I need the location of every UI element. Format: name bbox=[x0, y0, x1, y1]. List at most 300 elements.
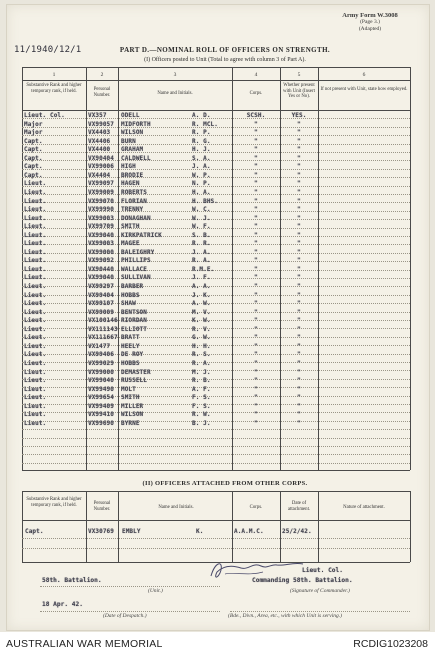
col-number-3: 3 bbox=[173, 72, 177, 78]
army-form-number: Army Form W.3008 bbox=[342, 12, 398, 19]
row-rank: Lieut. bbox=[24, 223, 47, 231]
row-initials: A. F. bbox=[192, 385, 211, 393]
date-line bbox=[40, 611, 220, 612]
row-initials: R. P. bbox=[192, 129, 211, 137]
row-corps: " bbox=[254, 154, 258, 162]
attached-header-corps: Corps. bbox=[249, 505, 263, 510]
row-name: DONAGHAN bbox=[121, 214, 151, 222]
row-rank: Lieut. bbox=[24, 265, 47, 273]
row-rank: Lieut. Col. bbox=[24, 112, 65, 119]
part-d-subtitle: (I) Officers posted to Unit (Total to agree with column 3 of Part A). bbox=[144, 57, 306, 63]
row-corps: " bbox=[254, 359, 258, 367]
row-present: " bbox=[297, 283, 301, 290]
row-name: RUSSELL bbox=[121, 377, 147, 385]
row-name: HIGH bbox=[121, 163, 136, 171]
row-name: ODELL bbox=[121, 112, 140, 119]
row-corps: " bbox=[254, 197, 258, 205]
row-name: SMITH bbox=[121, 394, 140, 402]
row-number: VX99709 bbox=[88, 223, 114, 231]
unit-name: 58th. Battalion. bbox=[42, 577, 102, 584]
row-present: " bbox=[297, 359, 301, 367]
row-present: " bbox=[297, 120, 301, 128]
row-corps: " bbox=[254, 265, 258, 273]
brigade-label: (Bde., Divn., Area, etc., with which Unit is serving.) bbox=[228, 613, 342, 619]
row-guide-line bbox=[22, 135, 410, 136]
row-initials: J. F. bbox=[192, 274, 211, 282]
row-initials: R.M.E. bbox=[192, 265, 215, 273]
row-initials: J. K. bbox=[192, 291, 211, 299]
row-number: VX111143 bbox=[88, 325, 118, 333]
row-corps: " bbox=[254, 188, 258, 196]
despatch-date: 18 Apr. 42. bbox=[42, 601, 83, 608]
archive-credit: AUSTRALIAN WAR MEMORIAL bbox=[6, 638, 163, 650]
row-rank: Lieut. bbox=[24, 317, 47, 325]
row-corps: " bbox=[254, 163, 258, 171]
row-rank: Lieut. bbox=[24, 351, 47, 359]
row-corps: " bbox=[254, 394, 258, 402]
row-present: " bbox=[297, 377, 301, 385]
row-number: VX99097 bbox=[88, 180, 114, 188]
row-guide-line bbox=[22, 278, 410, 279]
row-present: " bbox=[297, 291, 301, 299]
row-present: " bbox=[297, 265, 301, 273]
row-number: VX99107 bbox=[88, 300, 114, 308]
row-number: VX99410 bbox=[88, 411, 114, 419]
row-rank: Lieut. bbox=[24, 359, 47, 367]
row-name: MILLER bbox=[121, 402, 144, 410]
row-rank: Lieut. bbox=[24, 419, 47, 427]
signature-title: Commanding 58th. Battalion. bbox=[252, 577, 353, 584]
reference-number: 11/1940/12/1 bbox=[14, 45, 82, 55]
column-number-rule bbox=[22, 80, 410, 81]
row-initials: W. J. bbox=[192, 214, 211, 222]
row-number: VX99040 bbox=[88, 231, 114, 239]
page-number: (Page 3.) bbox=[360, 19, 380, 26]
row-name: MIDFORTH bbox=[121, 120, 151, 128]
row-name: TRENNY bbox=[121, 206, 144, 214]
row-name: KIRKPATRICK bbox=[121, 231, 162, 239]
row-number: VX4400 bbox=[88, 146, 111, 154]
row-initials: R. V. bbox=[192, 325, 211, 333]
row-name: BYRNE bbox=[121, 419, 140, 427]
row-present: " bbox=[297, 411, 301, 419]
row-guide-line bbox=[22, 345, 410, 346]
archive-reference: RCDIG1023208 bbox=[353, 638, 428, 650]
row-rank: Lieut. bbox=[24, 334, 47, 342]
row-guide-line bbox=[22, 370, 410, 371]
row-corps: " bbox=[254, 180, 258, 188]
header-corps: Corps. bbox=[249, 91, 263, 96]
row-initials: W. P. bbox=[192, 171, 211, 179]
row-corps: " bbox=[254, 325, 258, 333]
row-present: " bbox=[297, 180, 301, 188]
row-present: " bbox=[297, 188, 301, 196]
row-rank: Lieut. bbox=[24, 385, 47, 393]
row-number: VX99990 bbox=[88, 206, 114, 214]
row-name: SMITH bbox=[121, 223, 140, 231]
attached-header-rank: Substantive Rank and higher temporary rank, if held. bbox=[26, 497, 82, 508]
row-present: " bbox=[297, 146, 301, 154]
row-number: VX99009 bbox=[88, 188, 114, 196]
attached-header-personal-number: Personal Number. bbox=[93, 501, 111, 512]
row-initials: H. H. bbox=[192, 342, 211, 350]
row-corps: " bbox=[254, 257, 258, 265]
row-name: HAGEN bbox=[121, 180, 140, 188]
row-present: " bbox=[297, 214, 301, 222]
attached-row-guide bbox=[22, 538, 410, 539]
row-rank: Lieut. bbox=[24, 180, 47, 188]
row-rank: Lieut. bbox=[24, 300, 47, 308]
header-name: Name and Initials. bbox=[157, 91, 193, 96]
row-guide-line bbox=[22, 194, 410, 195]
row-guide-line bbox=[22, 412, 410, 413]
attached-name: EMBLY bbox=[122, 528, 141, 535]
table-bottom-rule bbox=[22, 470, 410, 471]
row-initials: H. BHS. bbox=[192, 197, 218, 205]
attached-column-rule-2 bbox=[118, 491, 119, 562]
row-initials: G. W. bbox=[192, 334, 211, 342]
row-name: DEMASTER bbox=[121, 368, 151, 376]
row-rank: Lieut. bbox=[24, 325, 47, 333]
attached-corps: A.A.M.C. bbox=[234, 528, 264, 535]
header-bottom-rule bbox=[22, 110, 410, 111]
row-name: PHILLIPS bbox=[121, 257, 151, 265]
attached-header-nature: Nature of attachment. bbox=[343, 505, 385, 510]
row-present: " bbox=[297, 206, 301, 214]
row-rank: Lieut. bbox=[24, 342, 47, 350]
attached-column-rule-6 bbox=[410, 491, 411, 562]
row-guide-line bbox=[22, 404, 410, 405]
row-guide-line bbox=[22, 261, 410, 262]
row-corps: " bbox=[254, 308, 258, 316]
row-number: VX99404 bbox=[88, 291, 114, 299]
row-corps: " bbox=[254, 137, 258, 145]
row-guide-line bbox=[22, 362, 410, 363]
attached-header-name: Name and Initials. bbox=[158, 505, 194, 510]
row-present: " bbox=[297, 257, 301, 265]
brigade-line bbox=[230, 611, 410, 612]
row-present: " bbox=[297, 231, 301, 239]
row-corps: " bbox=[254, 377, 258, 385]
row-initials: R. R. bbox=[192, 240, 211, 248]
row-name: BRODIE bbox=[121, 171, 144, 179]
row-corps: SCSH. bbox=[246, 112, 266, 119]
row-number: VX99029 bbox=[88, 359, 114, 367]
row-guide-line bbox=[22, 438, 410, 439]
row-initials: R. B. bbox=[192, 377, 211, 385]
row-name: HOBBS bbox=[121, 291, 140, 299]
row-rank: Lieut. bbox=[24, 283, 47, 290]
attached-top-rule bbox=[22, 491, 410, 492]
row-present: " bbox=[297, 402, 301, 410]
row-guide-line bbox=[22, 303, 410, 304]
col-number-1: 1 bbox=[52, 72, 56, 78]
row-guide-line bbox=[22, 421, 410, 422]
row-number: VX99000 bbox=[88, 368, 114, 376]
row-guide-line bbox=[22, 186, 410, 187]
row-initials: A. W. bbox=[192, 300, 211, 308]
row-present: " bbox=[297, 154, 301, 162]
row-number: VX99654 bbox=[88, 394, 114, 402]
unit-line bbox=[40, 586, 220, 587]
row-name: WALLACE bbox=[121, 265, 147, 273]
row-rank: Lieut. bbox=[24, 402, 47, 410]
row-number: VX1477 bbox=[88, 342, 111, 350]
column-rule-6 bbox=[410, 67, 411, 470]
row-rank: Capt. bbox=[24, 163, 43, 171]
row-guide-line bbox=[22, 312, 410, 313]
row-corps: " bbox=[254, 291, 258, 299]
header-personal-number: Personal Number. bbox=[93, 87, 111, 98]
row-corps: " bbox=[254, 283, 258, 290]
attached-initials: K. bbox=[196, 528, 204, 535]
row-initials: N. P. bbox=[192, 180, 211, 188]
row-guide-line bbox=[22, 463, 410, 464]
row-present: " bbox=[297, 368, 301, 376]
row-name: FLORIAN bbox=[121, 197, 147, 205]
signature-rank: Lieut. Col. bbox=[302, 567, 343, 574]
row-corps: " bbox=[254, 171, 258, 179]
row-name: HOBBS bbox=[121, 359, 140, 367]
col-number-4: 4 bbox=[254, 72, 258, 78]
row-number: VX99003 bbox=[88, 214, 114, 222]
row-corps: " bbox=[254, 214, 258, 222]
row-name: GRAHAM bbox=[121, 146, 144, 154]
row-initials: S. B. bbox=[192, 231, 211, 239]
row-number: VX99297 bbox=[88, 283, 114, 290]
row-guide-line bbox=[22, 286, 410, 287]
row-name: RIORDAN bbox=[121, 317, 147, 325]
attached-column-rule-5 bbox=[318, 491, 319, 562]
row-corps: " bbox=[254, 317, 258, 325]
adapted-note: (Adapted) bbox=[358, 25, 382, 32]
row-corps: " bbox=[254, 411, 258, 419]
attached-header-rule bbox=[22, 520, 410, 521]
row-corps: " bbox=[254, 351, 258, 359]
row-number: VX99406 bbox=[88, 351, 114, 359]
row-guide-line bbox=[22, 169, 410, 170]
row-number: VX99003 bbox=[88, 240, 114, 248]
row-guide-line bbox=[22, 379, 410, 380]
row-name: BURN bbox=[121, 137, 136, 145]
row-name: ROBERTS bbox=[121, 188, 147, 196]
row-rank: Capt. bbox=[24, 137, 43, 145]
row-number: VX99000 bbox=[88, 248, 114, 256]
row-guide-line bbox=[22, 387, 410, 388]
row-initials: F. S. bbox=[192, 402, 211, 410]
row-rank: Lieut. bbox=[24, 411, 47, 419]
row-rank: Capt. bbox=[24, 171, 43, 179]
row-name: BRATT bbox=[121, 334, 140, 342]
row-number: VX357 bbox=[88, 112, 107, 119]
row-present: " bbox=[297, 129, 301, 137]
row-corps: " bbox=[254, 342, 258, 350]
row-present: YES. bbox=[291, 112, 307, 119]
row-rank: Lieut. bbox=[24, 231, 47, 239]
row-guide-line bbox=[22, 160, 410, 161]
row-rank: Major bbox=[24, 120, 43, 128]
row-present: " bbox=[297, 137, 301, 145]
row-initials: M. J. bbox=[192, 368, 211, 376]
row-rank: Lieut. bbox=[24, 214, 47, 222]
row-rank: Lieut. bbox=[24, 274, 47, 282]
row-corps: " bbox=[254, 334, 258, 342]
row-rank: Lieut. bbox=[24, 308, 47, 316]
row-present: " bbox=[297, 308, 301, 316]
row-corps: " bbox=[254, 231, 258, 239]
row-rank: Lieut. bbox=[24, 377, 47, 385]
row-present: " bbox=[297, 317, 301, 325]
row-number: VX99009 bbox=[88, 308, 114, 316]
row-name: WILSON bbox=[121, 129, 144, 137]
row-number: VX4403 bbox=[88, 129, 111, 137]
row-corps: " bbox=[254, 120, 258, 128]
row-initials: B. J. bbox=[192, 419, 211, 427]
row-initials: K. W. bbox=[192, 317, 211, 325]
row-initials: S. A. bbox=[192, 154, 211, 162]
row-present: " bbox=[297, 274, 301, 282]
table-top-rule bbox=[22, 67, 410, 68]
row-corps: " bbox=[254, 385, 258, 393]
row-corps: " bbox=[254, 274, 258, 282]
row-rank: Capt. bbox=[24, 146, 43, 154]
row-present: " bbox=[297, 342, 301, 350]
row-number: VX99070 bbox=[88, 197, 114, 205]
row-guide-line bbox=[22, 270, 410, 271]
row-present: " bbox=[297, 240, 301, 248]
col-number-5: 5 bbox=[297, 72, 301, 78]
row-number: VX99057 bbox=[88, 120, 114, 128]
row-rank: Lieut. bbox=[24, 257, 47, 265]
row-guide-line bbox=[22, 320, 410, 321]
row-guide-line bbox=[22, 236, 410, 237]
row-rank: Lieut. bbox=[24, 291, 47, 299]
header-not-present: If not present with Unit, state how employed. bbox=[320, 87, 408, 92]
row-number: VX99006 bbox=[88, 163, 114, 171]
row-initials: R. A. bbox=[192, 359, 211, 367]
row-rank: Lieut. bbox=[24, 394, 47, 402]
row-guide-line bbox=[22, 354, 410, 355]
form-sheet bbox=[6, 4, 430, 631]
col-number-2: 2 bbox=[100, 72, 104, 78]
row-present: " bbox=[297, 248, 301, 256]
attached-column-rule-3 bbox=[232, 491, 233, 562]
row-guide-line bbox=[22, 295, 410, 296]
row-name: BENTSON bbox=[121, 308, 147, 316]
row-initials: H. A. bbox=[192, 188, 211, 196]
row-name: SHAW bbox=[121, 300, 136, 308]
row-guide-line bbox=[22, 152, 410, 153]
row-guide-line bbox=[22, 244, 410, 245]
row-rank: Capt. bbox=[24, 154, 43, 162]
row-name: MAGEE bbox=[121, 240, 140, 248]
row-initials: W. F. bbox=[192, 223, 211, 231]
row-initials: F. S. bbox=[192, 394, 211, 402]
row-initials: R. G. bbox=[192, 137, 211, 145]
row-name: SULLIVAN bbox=[121, 274, 151, 282]
row-number: VX99040 bbox=[88, 377, 114, 385]
row-initials: R. MCL. bbox=[192, 120, 218, 128]
row-present: " bbox=[297, 300, 301, 308]
row-initials: J. A. bbox=[192, 163, 211, 171]
signature-label: (Signature of Commander.) bbox=[290, 588, 350, 594]
row-corps: " bbox=[254, 419, 258, 427]
row-initials: A. D. bbox=[192, 112, 211, 119]
row-number: VX4404 bbox=[88, 171, 111, 179]
row-number: VX99092 bbox=[88, 257, 114, 265]
row-corps: " bbox=[254, 368, 258, 376]
row-number: VX99409 bbox=[88, 402, 114, 410]
row-present: " bbox=[297, 419, 301, 427]
row-corps: " bbox=[254, 206, 258, 214]
row-guide-line bbox=[22, 177, 410, 178]
row-initials: M. V. bbox=[192, 308, 211, 316]
row-corps: " bbox=[254, 402, 258, 410]
row-present: " bbox=[297, 163, 301, 171]
row-rank: Lieut. bbox=[24, 248, 47, 256]
row-guide-line bbox=[22, 328, 410, 329]
header-present: Whether present with Unit (Insert Yes or No). bbox=[283, 83, 315, 100]
row-present: " bbox=[297, 394, 301, 402]
row-number: VX90404 bbox=[88, 154, 114, 162]
row-present: " bbox=[297, 197, 301, 205]
header-rank: Substantive Rank and higher temporary rank, if held. bbox=[26, 83, 82, 94]
row-name: HEELY bbox=[121, 342, 140, 350]
row-name: WILSON bbox=[121, 411, 144, 419]
row-initials: R. A. bbox=[192, 257, 211, 265]
row-number: VX99490 bbox=[88, 385, 114, 393]
row-name: ELLIOTT bbox=[121, 325, 147, 333]
row-present: " bbox=[297, 171, 301, 179]
row-number: VX100146 bbox=[88, 317, 118, 325]
row-guide-line bbox=[22, 144, 410, 145]
row-name: BARBER bbox=[121, 283, 144, 290]
row-initials: W. C. bbox=[192, 206, 211, 214]
row-initials: J. A. bbox=[192, 248, 211, 256]
row-guide-line bbox=[22, 396, 410, 397]
row-rank: Lieut. bbox=[24, 240, 47, 248]
row-guide-line bbox=[22, 253, 410, 254]
attached-date: 25/2/42. bbox=[282, 528, 312, 535]
row-corps: " bbox=[254, 248, 258, 256]
row-present: " bbox=[297, 351, 301, 359]
row-rank: Lieut. bbox=[24, 368, 47, 376]
col-number-6: 6 bbox=[362, 72, 366, 78]
row-name: MOLT bbox=[121, 385, 136, 393]
row-name: BALEIGHRY bbox=[121, 248, 155, 256]
row-guide-line bbox=[22, 211, 410, 212]
attached-officers-title: (II) OFFICERS ATTACHED FROM OTHER CORPS. bbox=[142, 480, 308, 487]
row-guide-line bbox=[22, 219, 410, 220]
attached-row-guide bbox=[22, 548, 410, 549]
row-corps: " bbox=[254, 300, 258, 308]
row-rank: Lieut. bbox=[24, 197, 47, 205]
row-corps: " bbox=[254, 223, 258, 231]
row-name: DE ROY bbox=[121, 351, 144, 359]
row-guide-line bbox=[22, 118, 410, 119]
row-guide-line bbox=[22, 446, 410, 447]
row-present: " bbox=[297, 325, 301, 333]
row-guide-line bbox=[22, 228, 410, 229]
part-d-title: PART D.—NOMINAL ROLL OF OFFICERS ON STRENGTH. bbox=[119, 46, 331, 54]
row-rank: Lieut. bbox=[24, 188, 47, 196]
row-rank: Major bbox=[24, 129, 43, 137]
row-number: VX90440 bbox=[88, 265, 114, 273]
row-number: VX99040 bbox=[88, 274, 114, 282]
row-corps: " bbox=[254, 146, 258, 154]
row-present: " bbox=[297, 334, 301, 342]
row-guide-line bbox=[22, 429, 410, 430]
